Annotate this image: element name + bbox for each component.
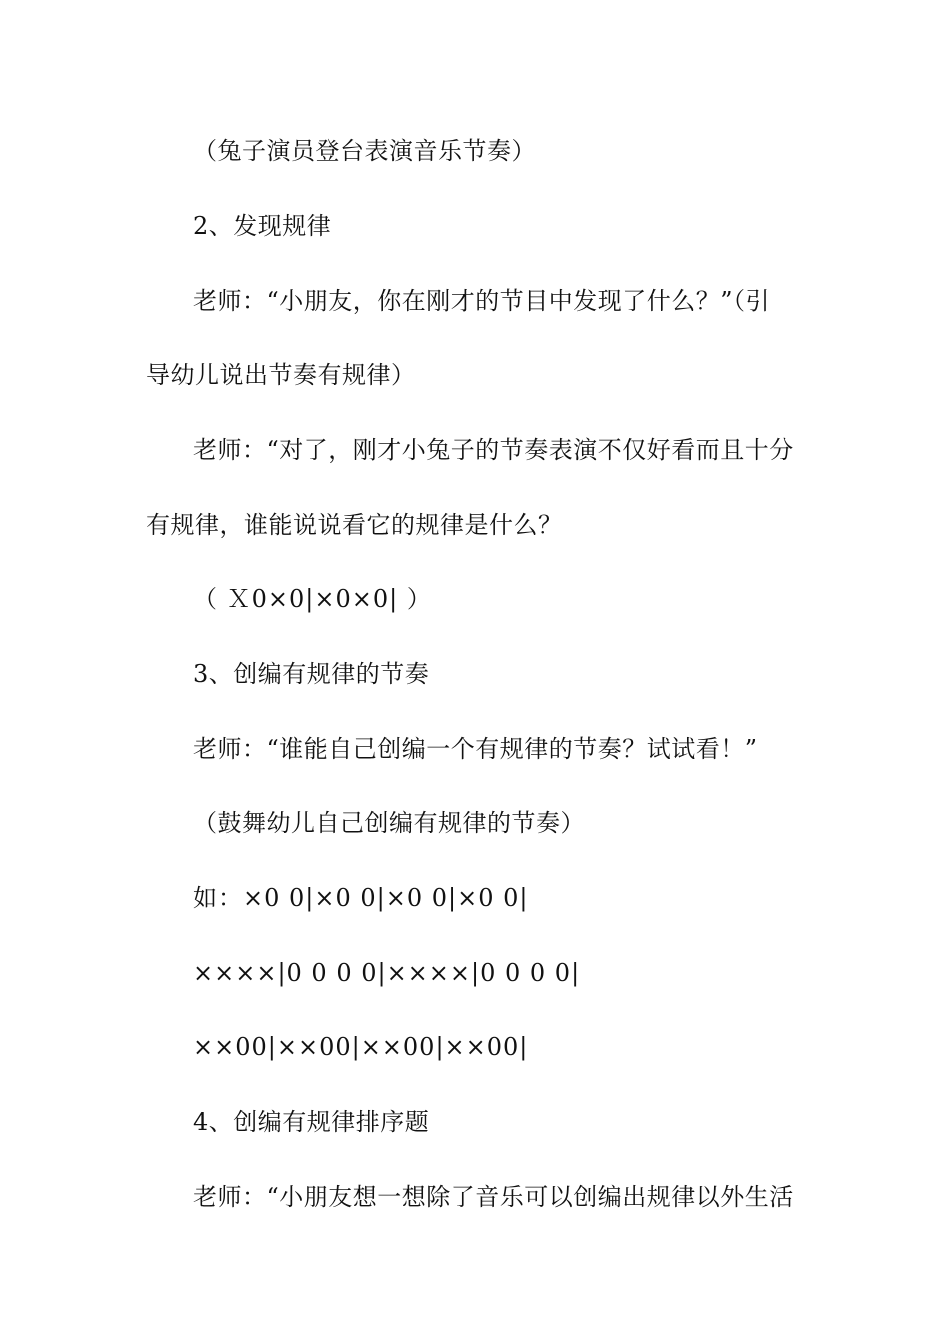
paragraph-teacher-question-1-cont: 导幼儿说出节奏有规律） xyxy=(146,361,416,389)
rhythm-notation-1: 如：×0 0|×0 0|×0 0|×0 0| xyxy=(193,884,529,912)
paragraph-teacher-question-2-cont: 有规律，谁能说说看它的规律是什么？ xyxy=(146,511,563,539)
section-heading-3: 3、创编有规律的节奏 xyxy=(193,660,430,688)
rhythm-notation-2: ××××|0 0 0 0|××××|0 0 0 0| xyxy=(193,959,581,987)
section-heading-4: 4、创编有规律排序题 xyxy=(193,1108,430,1136)
paragraph-stage-note: （兔子演员登台表演音乐节奏） xyxy=(193,137,536,165)
paragraph-teacher-question-2: 老师：“对了，刚才小兔子的节奏表演不仅好看而且十分 xyxy=(193,436,794,464)
paragraph-teacher-question-4: 老师：“小朋友想一想除了音乐可以创编出规律以外生活 xyxy=(193,1183,794,1211)
paragraph-teacher-question-3: 老师：“谁能自己创编一个有规律的节奏？试试看！” xyxy=(193,735,758,763)
rhythm-notation-example: （ Ｘ0×0|×0×0| ） xyxy=(193,585,432,613)
rhythm-notation-3: ××00|××00|××00|××00| xyxy=(193,1033,529,1061)
paragraph-encourage-note: （鼓舞幼儿自己创编有规律的节奏） xyxy=(193,809,585,837)
paragraph-teacher-question-1: 老师：“小朋友，你在刚才的节目中发现了什么？”（引 xyxy=(193,287,771,315)
section-heading-2: 2、发现规律 xyxy=(193,212,332,240)
